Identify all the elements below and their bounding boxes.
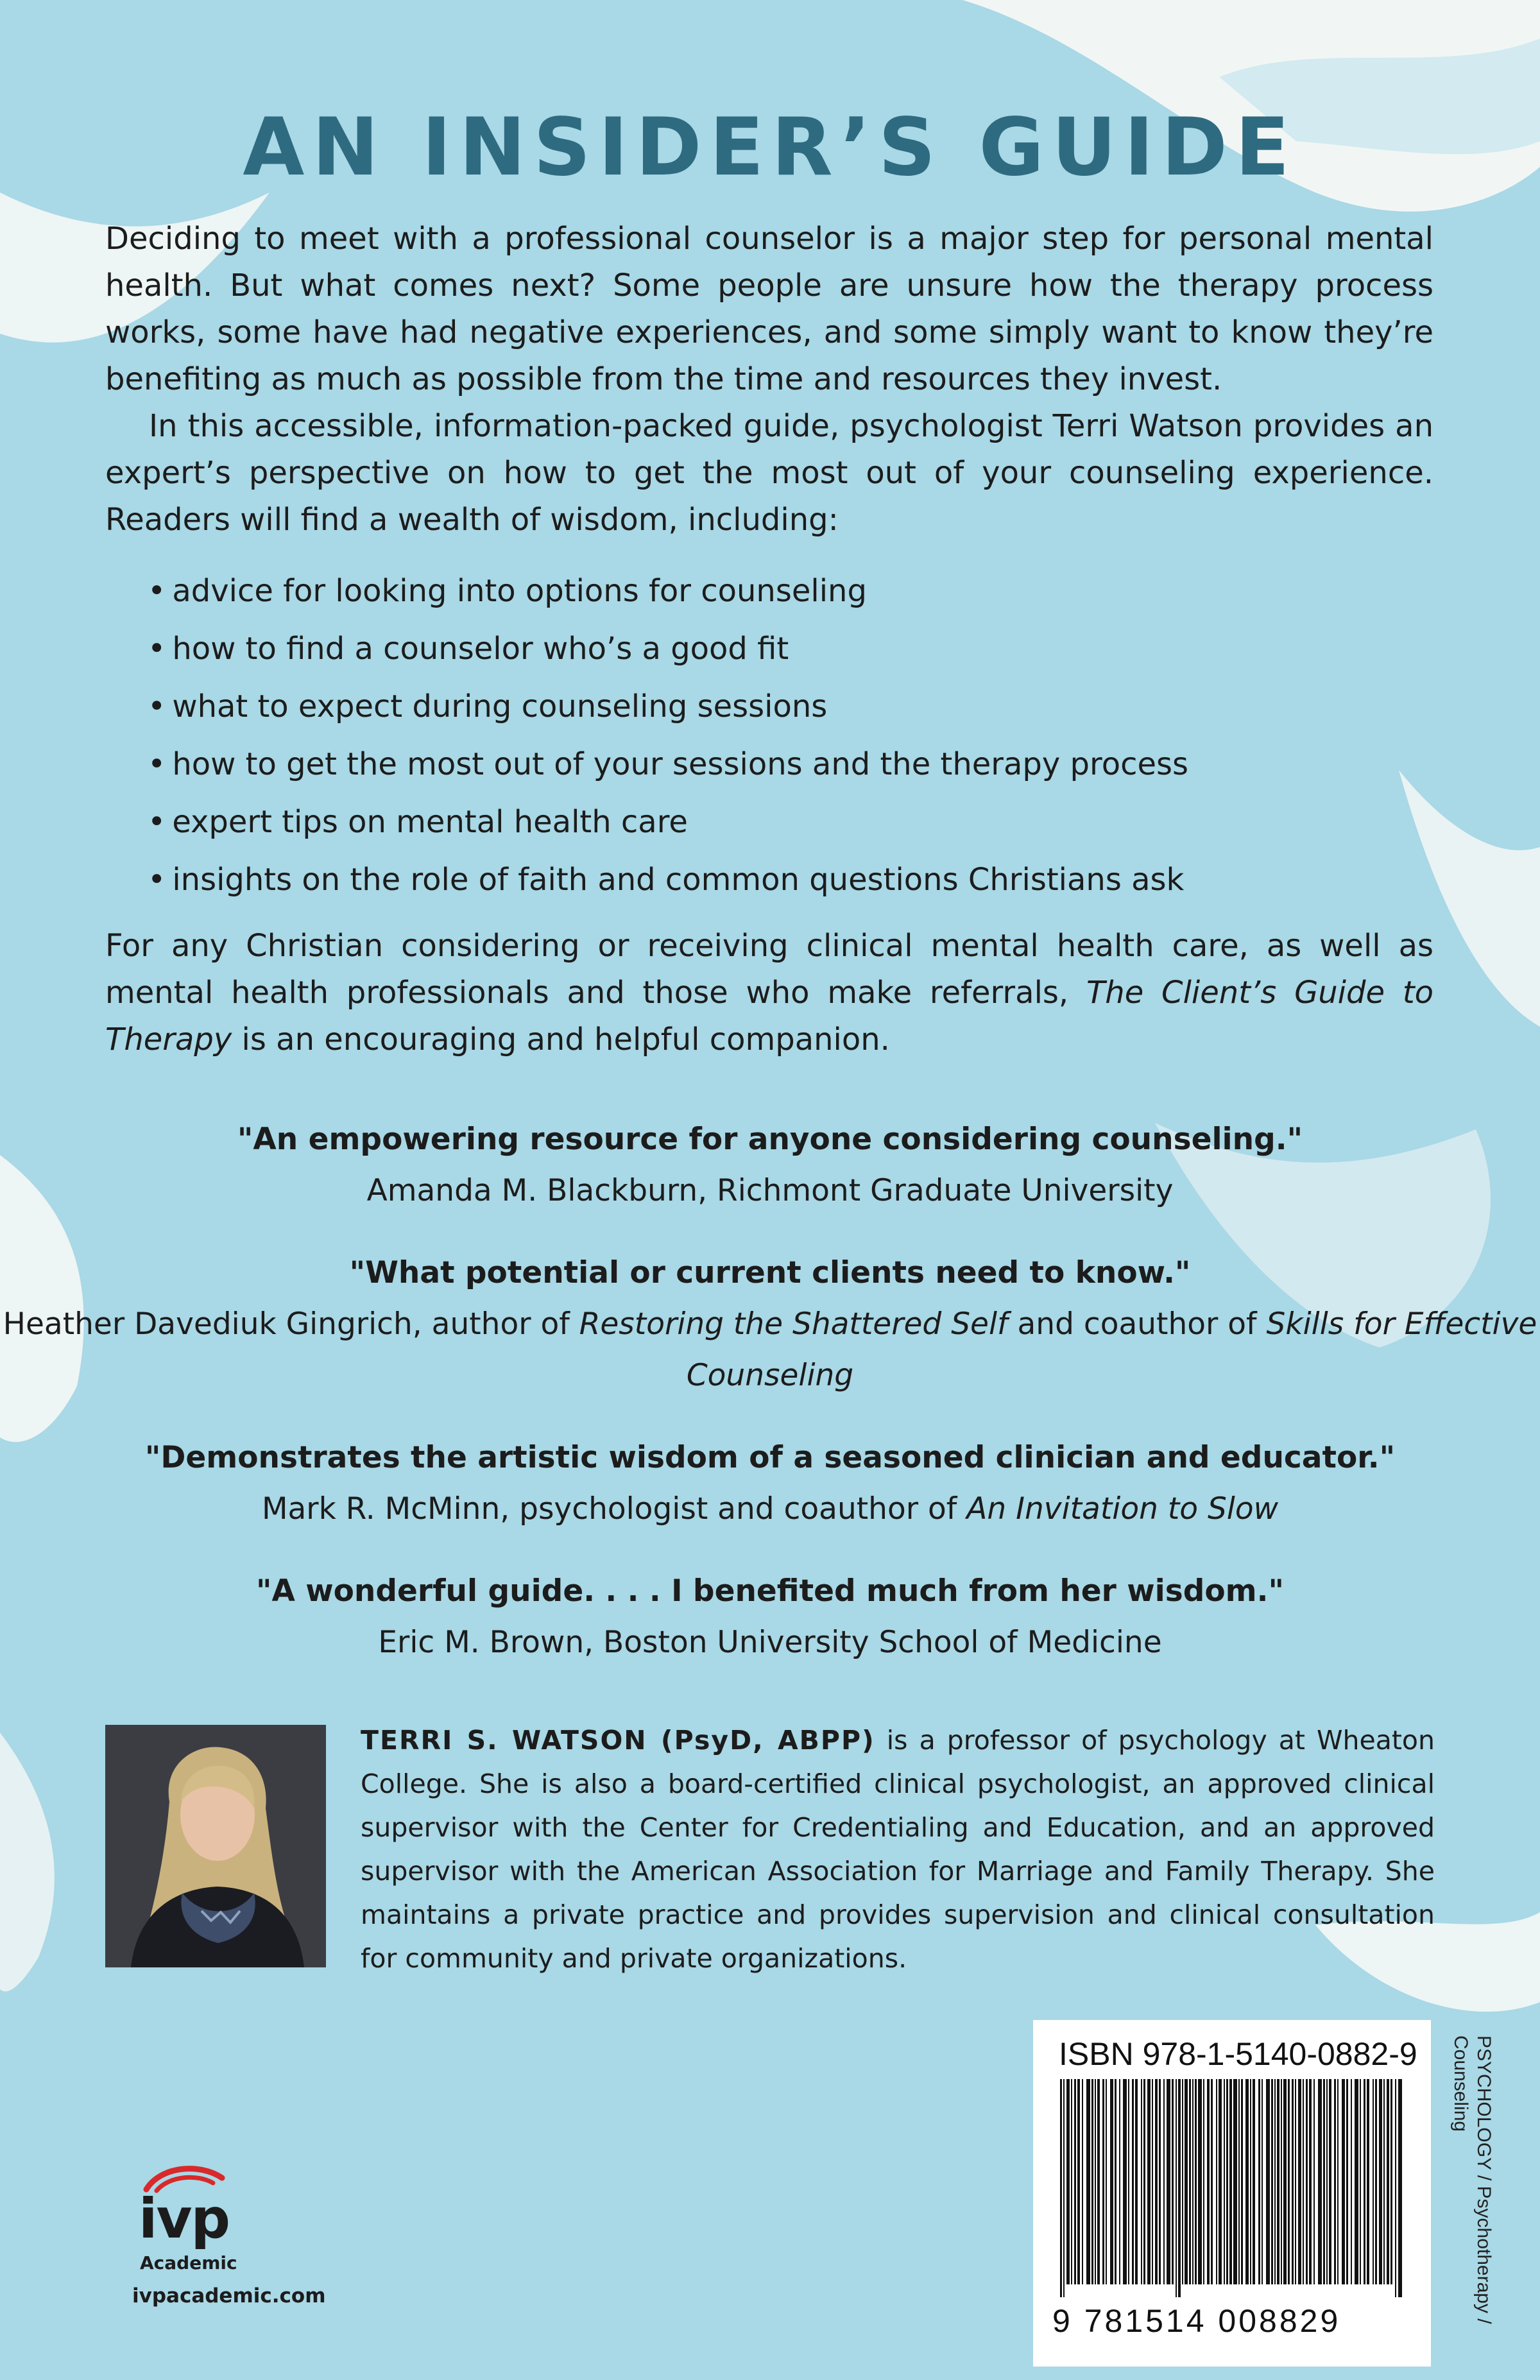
barcode-panel	[1033, 2020, 1431, 2367]
logo-imprint: Academic	[140, 2252, 237, 2273]
author-name: TERRI S. WATSON (PsyD, ABPP)	[361, 1725, 875, 1756]
barcode-bar	[1066, 2079, 1070, 2284]
barcode-bar	[1306, 2079, 1308, 2284]
barcode-bar	[1077, 2079, 1080, 2284]
barcode-bar	[1211, 2079, 1213, 2284]
list-item: • expert tips on mental health care	[148, 793, 1431, 851]
barcode-bar	[1277, 2079, 1279, 2284]
barcode-bar	[1292, 2079, 1294, 2284]
barcode-bar	[1163, 2079, 1165, 2284]
barcode-bar	[1106, 2079, 1107, 2284]
barcode-bar	[1342, 2079, 1345, 2284]
logo-wordmark: ivp	[139, 2187, 230, 2251]
barcode-bar	[1334, 2079, 1336, 2284]
barcode-bar	[1303, 2079, 1304, 2284]
barcode-bar	[1250, 2079, 1251, 2284]
barcode-icon	[1060, 2079, 1407, 2297]
closing-paragraph	[105, 923, 1433, 1063]
barcode-bar	[1115, 2079, 1116, 2284]
endorsements	[0, 1114, 1540, 1699]
barcode-bar	[1360, 2079, 1361, 2284]
barcode-bar	[1229, 2079, 1232, 2284]
barcode-bar	[1102, 2079, 1104, 2284]
author-bio-text: is a professor of psychology at Wheaton College. She is also a board-certified clinical psychologist, an approved clinical supervisor with the Center for Credentialing and Education, and an approved supervisor with the American Association for Marriage and Family Therapy. She maintains a private practice and provides supervision and clinical consultation for community and private organizations.	[361, 1725, 1435, 1974]
barcode-bar	[1159, 2079, 1161, 2284]
barcode-bar	[1091, 2079, 1093, 2284]
barcode-bar	[1132, 2079, 1134, 2284]
barcode-bar	[1086, 2079, 1090, 2284]
barcode-bar	[1379, 2079, 1382, 2284]
barcode-digits: 9 781514 008829	[1052, 2303, 1341, 2339]
endorsement-attribution	[0, 1299, 1540, 1401]
barcode-bar	[1195, 2079, 1197, 2284]
barcode-bar	[1283, 2079, 1287, 2284]
barcode-bar	[1309, 2079, 1312, 2284]
barcode-bar	[1155, 2079, 1158, 2284]
list-item: • advice for looking into options for counseling	[148, 562, 1431, 620]
attribution-book-title: An Invitation to Slow	[966, 1491, 1279, 1527]
barcode-bar	[1387, 2079, 1389, 2284]
barcode-bar	[1135, 2079, 1138, 2284]
endorsement	[0, 1114, 1540, 1217]
barcode-bar	[1295, 2079, 1296, 2284]
endorsement-quote: "An empowering resource for anyone considering counseling."	[237, 1122, 1303, 1157]
barcode-bar	[1238, 2079, 1240, 2284]
barcode-bar	[1266, 2079, 1270, 2284]
author-photo	[105, 1725, 326, 1967]
endorsement-quote: "What potential or current clients need to know."	[349, 1255, 1191, 1290]
barcode-bar	[1262, 2079, 1263, 2284]
barcode-bar	[1203, 2079, 1204, 2284]
attribution-book-title: Skills for Effective Counseling	[686, 1306, 1537, 1393]
book-title: The Client’s Guide to Therapy	[105, 975, 1434, 1057]
barcode-bar	[1074, 2079, 1076, 2284]
list-item: • insights on the role of faith and common questions Christians ask	[148, 851, 1431, 909]
barcode-bar	[1241, 2079, 1243, 2284]
barcode-bar	[1224, 2079, 1225, 2284]
list-item: • what to expect during counseling sessions	[148, 678, 1431, 735]
page-title: AN INSIDER’S GUIDE	[243, 101, 1297, 194]
barcode-bar	[1063, 2079, 1065, 2297]
attribution-text: and coauthor of	[1007, 1306, 1267, 1342]
publisher-logo	[132, 2161, 261, 2296]
barcode-bar	[1192, 2079, 1194, 2284]
barcode-bar	[1198, 2079, 1202, 2284]
barcode-bar	[1082, 2079, 1083, 2284]
attribution-book-title: Restoring the Shattered Self	[579, 1306, 1008, 1342]
endorsement	[0, 1247, 1540, 1401]
barcode-bar	[1318, 2079, 1322, 2284]
description-paragraph-2: In this accessible, information-packed guide, psychologist Terri Watson provides an expert’s perspective on how to get the most out of your counseling experience. Readers will find a wealth of wisdom, including:	[105, 408, 1433, 538]
barcode-bar	[1395, 2079, 1396, 2297]
barcode-bar	[1167, 2079, 1170, 2284]
barcode-bar	[1182, 2079, 1183, 2284]
barcode-bar	[1326, 2079, 1328, 2284]
barcode-bar	[1364, 2079, 1365, 2284]
barcode-bar	[1128, 2079, 1129, 2284]
barcode-bar	[1095, 2079, 1096, 2284]
feature-list	[148, 562, 1431, 909]
barcode-bar	[1337, 2079, 1339, 2284]
isbn-label: ISBN 978-1-5140-0882-9	[1059, 2036, 1417, 2072]
barcode-bar	[1185, 2079, 1188, 2284]
endorsement-attribution: Eric M. Brown, Boston University School of Medicine	[378, 1625, 1162, 1660]
barcode-bar	[1375, 2079, 1377, 2284]
barcode-bar	[1152, 2079, 1153, 2284]
barcode-bar	[1398, 2079, 1402, 2297]
barcode-bar	[1110, 2079, 1113, 2284]
barcode-bar	[1313, 2079, 1315, 2284]
list-item: • how to get the most out of your sessions and the therapy process	[148, 735, 1431, 793]
barcode-bar	[1351, 2079, 1352, 2284]
barcode-bar	[1178, 2079, 1181, 2297]
endorsement	[0, 1566, 1540, 1668]
barcode-bar	[1143, 2079, 1145, 2284]
barcode-bar	[1355, 2079, 1358, 2284]
barcode-bar	[1176, 2079, 1177, 2297]
barcode-bar	[1323, 2079, 1325, 2284]
endorsement-attribution	[0, 1484, 1540, 1535]
closing-text-before: For any Christian considering or receiving clinical mental health care, as well as mental health professionals and those who make referrals,	[105, 928, 1433, 1011]
barcode-bar	[1219, 2079, 1222, 2284]
barcode-bar	[1226, 2079, 1228, 2284]
barcode-bar	[1281, 2079, 1282, 2284]
barcode-bar	[1147, 2079, 1151, 2284]
author-bio	[361, 1718, 1435, 1980]
barcode-bar	[1172, 2079, 1174, 2284]
endorsement	[0, 1432, 1540, 1535]
barcode-bar	[1216, 2079, 1217, 2284]
barcode-bar	[1367, 2079, 1369, 2284]
barcode-bar	[1207, 2079, 1210, 2284]
barcode-bar	[1373, 2079, 1374, 2284]
barcode-bar	[1383, 2079, 1385, 2284]
publisher-website: ivpacademic.com	[132, 2284, 326, 2307]
barcode-bar	[1119, 2079, 1120, 2284]
barcode-bar	[1346, 2079, 1348, 2284]
attribution-text: Heather Davediuk Gingrich, author of	[3, 1306, 579, 1342]
endorsement-quote: "A wonderful guide. . . . I benefited much from her wisdom."	[256, 1573, 1284, 1609]
barcode-bar	[1390, 2079, 1392, 2284]
barcode-bar	[1271, 2079, 1273, 2284]
barcode-bar	[1060, 2079, 1062, 2297]
barcode-bar	[1141, 2079, 1142, 2284]
barcode-bar	[1123, 2079, 1127, 2284]
barcode-bar	[1097, 2079, 1100, 2284]
barcode-bar	[1071, 2079, 1072, 2284]
barcode-bar	[1245, 2079, 1249, 2284]
closing-text-after: is an encouraging and helpful companion.	[232, 1022, 890, 1057]
barcode-bar	[1329, 2079, 1331, 2284]
barcode-bar	[1233, 2079, 1237, 2284]
barcode-bar	[1253, 2079, 1255, 2284]
barcode-bar	[1258, 2079, 1260, 2284]
barcode-bar	[1274, 2079, 1276, 2284]
attribution-text: Mark R. McMinn, psychologist and coauthor of	[261, 1491, 967, 1527]
barcode-bar	[1189, 2079, 1191, 2284]
barcode-bar	[1298, 2079, 1301, 2284]
description-paragraph-1: Deciding to meet with a professional counselor is a major step for personal mental health. But what comes next? Some people are unsure how the therapy process works, some have had negative experiences, and some simply want to know they’re benefiting as much as possible from the time and resources they invest.	[105, 221, 1433, 397]
list-item: • how to find a counselor who’s a good fit	[148, 620, 1431, 678]
barcode-bar	[1288, 2079, 1290, 2284]
category-label: PSYCHOLOGY / Psychotherapy / Counseling	[1450, 2035, 1494, 2324]
endorsement-quote: "Demonstrates the artistic wisdom of a seasoned clinician and educator."	[144, 1440, 1396, 1475]
endorsement-attribution: Amanda M. Blackburn, Richmont Graduate University	[366, 1173, 1174, 1208]
